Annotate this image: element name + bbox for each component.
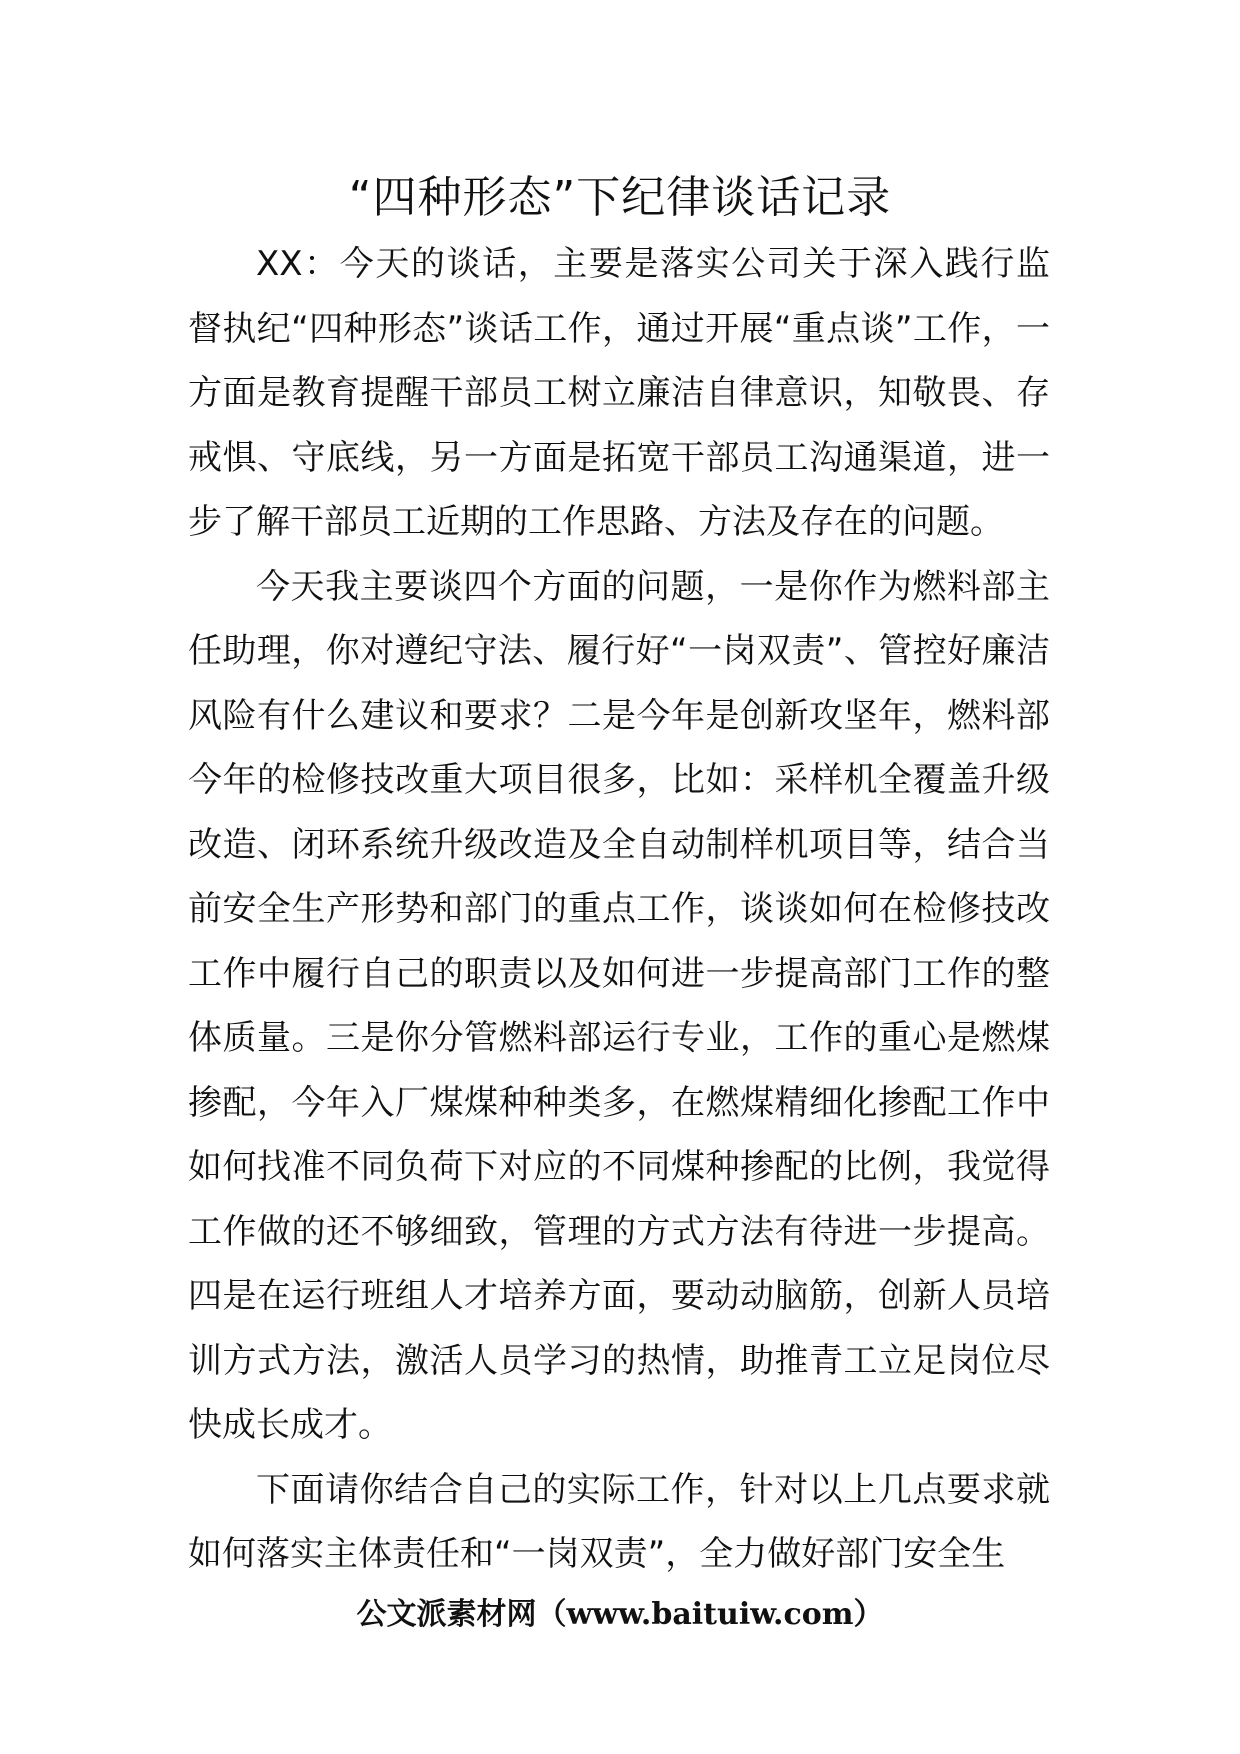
paragraph-2: 今天我主要谈四个方面的问题，一是你作为燃料部主任助理，你对遵纪守法、履行好“一岗双责”、管控好廉洁风险有什么建议和要求？二是今年是创新攻坚年，燃料部今年的检修技改重大项目很多，比如：采样机全覆盖升级改造、闭环系统升级改造及全自动制样机项目等，结合当前安全生产形势和部门的重点工作，谈谈如何在检修技改工作中履行自己的职责以及如何进一步提高部门工作的整体质量。三是你分管燃料部运行专业，工作的重心是燃煤掺配，今年入厂煤煤种种类多，在燃煤精细化掺配工作中如何找准不同负荷下对应的不同煤种掺配的比例，我觉得工作做的还不够细致，管理的方式方法有待进一步提高。四是在运行班组人才培养方面，要动动脑筋，创新人员培训方式方法，激活人员学习的热情，助推青工立足岗位尽快成长成才。: [188, 566, 1050, 1445]
document-body: [188, 232, 1050, 1587]
paragraph-1: XX：今天的谈话，主要是落实公司关于深入践行监督执纪“四种形态”谈话工作，通过开展“重点谈”工作，一方面是教育提醒干部员工树立廉洁自律意识，知敬畏、存戒惧、守底线，另一方面是拓宽干部员工沟通渠道，进一步了解干部员工近期的工作思路、方法及存在的问题。: [188, 244, 1050, 542]
watermark-footer: 公文派素材网（www.baituiw.com）: [356, 1597, 884, 1632]
document-title: “四种形态”下纪律谈话记录: [348, 172, 892, 223]
paragraph-3: 下面请你结合自己的实际工作，针对以上几点要求就如何落实主体责任和“一岗双责”，全力做好部门安全生: [188, 1469, 1050, 1574]
